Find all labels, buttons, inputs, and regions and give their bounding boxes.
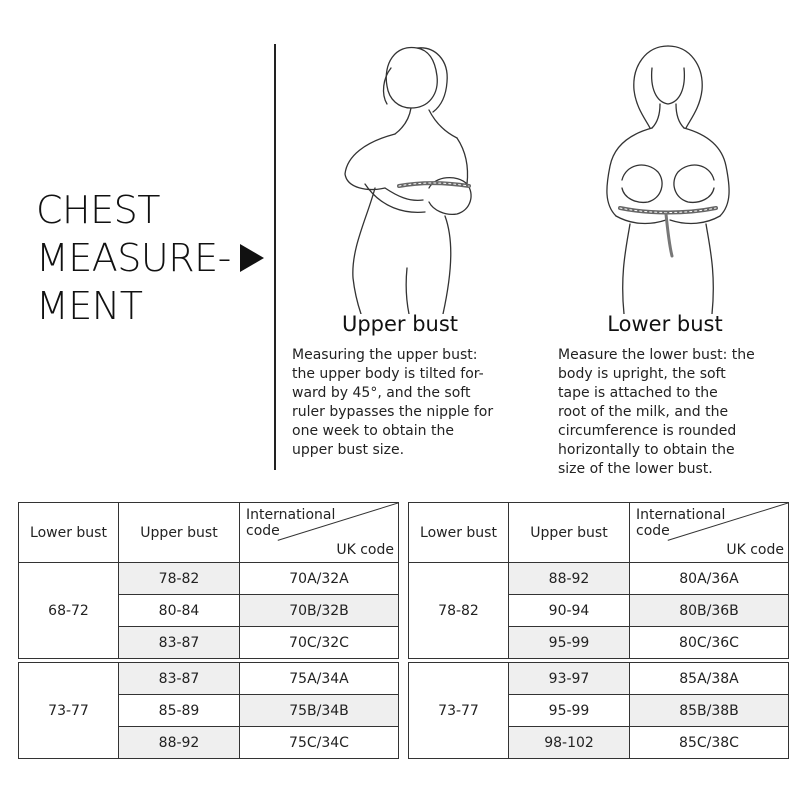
header-upper-bust: Upper bust (119, 503, 240, 563)
header-lower-bust: Lower bust (409, 503, 509, 563)
upper-bust-description (292, 346, 522, 460)
size-table-78-82 (408, 502, 789, 659)
upper-bust-cell: 95-99 (509, 627, 630, 659)
title-line-2: MEASURE- (36, 236, 231, 280)
title-line-3: MENT (36, 284, 143, 328)
table-row (409, 663, 789, 695)
upper-bust-illustration (325, 38, 505, 314)
code-cell: 70A/32A (240, 563, 399, 595)
header-code (240, 503, 399, 563)
vertical-divider (274, 44, 276, 470)
upper-bust-cell: 90-94 (509, 595, 630, 627)
size-table-68-72 (18, 502, 399, 659)
desc-line: size of the lower bust. (558, 461, 713, 477)
page-title (36, 186, 266, 330)
table-row (19, 663, 399, 695)
lower-bust-caption: Lower bust (607, 312, 723, 336)
code-cell: 75C/34C (240, 727, 399, 759)
code-cell: 75A/34A (240, 663, 399, 695)
code-cell: 70B/32B (240, 595, 399, 627)
lower-bust-cell: 73-77 (409, 663, 509, 759)
code-cell: 85A/38A (630, 663, 789, 695)
desc-line: one week to obtain the (292, 423, 454, 439)
header-code (630, 503, 789, 563)
lower-bust-cell: 68-72 (19, 563, 119, 659)
desc-line: Measuring the upper bust: (292, 347, 478, 363)
desc-line: Measure the lower bust: the (558, 347, 755, 363)
title-line-1: CHEST (36, 188, 160, 232)
desc-line: horizontally to obtain the (558, 442, 735, 458)
international-code-label (636, 507, 725, 539)
desc-line: the upper body is tilted for- (292, 366, 484, 382)
lower-bust-illustration (580, 38, 760, 314)
upper-bust-caption: Upper bust (341, 312, 459, 336)
header-upper-bust: Upper bust (509, 503, 630, 563)
uk-code-label: UK code (726, 542, 784, 558)
code-cell: 85B/38B (630, 695, 789, 727)
desc-line: circumference is rounded (558, 423, 737, 439)
intl-line-1: International (636, 507, 726, 523)
upper-bust-cell: 95-99 (509, 695, 630, 727)
uk-code-label: UK code (336, 542, 394, 558)
code-cell: 80A/36A (630, 563, 789, 595)
upper-bust-cell: 88-92 (119, 727, 240, 759)
upper-bust-cell: 80-84 (119, 595, 240, 627)
upper-bust-cell: 85-89 (119, 695, 240, 727)
lower-bust-description (558, 346, 783, 479)
code-cell: 70C/32C (240, 627, 399, 659)
upper-bust-cell: 98-102 (509, 727, 630, 759)
code-cell: 75B/34B (240, 695, 399, 727)
intl-line-2: code (246, 523, 280, 539)
upper-bust-cell: 78-82 (119, 563, 240, 595)
desc-line: body is upright, the soft (558, 366, 726, 382)
lower-bust-cell: 78-82 (409, 563, 509, 659)
code-cell: 85C/38C (630, 727, 789, 759)
table-row (19, 563, 399, 595)
upper-bust-cell: 93-97 (509, 663, 630, 695)
lower-bust-cell: 73-77 (19, 663, 119, 759)
international-code-label (246, 507, 335, 539)
desc-line: root of the milk, and the (558, 404, 729, 420)
size-table-73-77-b (408, 662, 789, 759)
desc-line: ward by 45°, and the soft (292, 385, 471, 401)
desc-line: ruler bypasses the nipple for (292, 404, 494, 420)
upper-bust-cell: 83-87 (119, 663, 240, 695)
desc-line: upper bust size. (292, 442, 405, 458)
code-cell: 80B/36B (630, 595, 789, 627)
size-table-73-77-a (18, 662, 399, 759)
upper-bust-cell: 88-92 (509, 563, 630, 595)
desc-line: tape is attached to the (558, 385, 718, 401)
upper-bust-cell: 83-87 (119, 627, 240, 659)
intl-line-2: code (636, 523, 670, 539)
header-lower-bust: Lower bust (19, 503, 119, 563)
code-cell: 80C/36C (630, 627, 789, 659)
intl-line-1: International (246, 507, 336, 523)
table-row (409, 563, 789, 595)
arrow-right-icon (240, 244, 264, 272)
